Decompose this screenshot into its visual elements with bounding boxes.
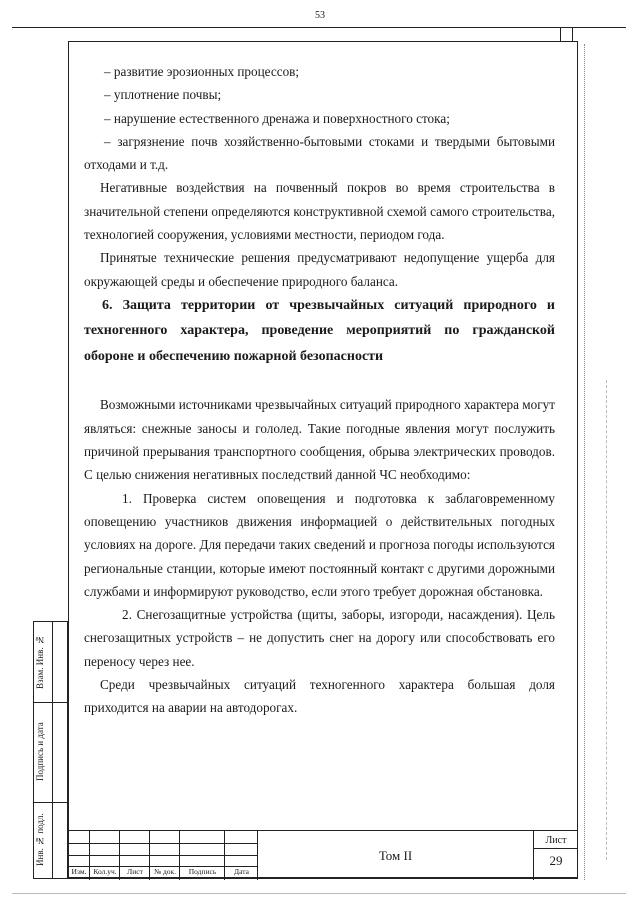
signature-date-label: Подпись и дата <box>35 722 45 782</box>
top-rule-tick <box>572 27 573 41</box>
bullet-item: – развитие эрозионных процессов; <box>104 64 300 79</box>
bullet-item: – нарушение естественного дренажа и поверхностного стока; <box>104 110 450 126</box>
bullet-item: – уплотнение почвы; <box>104 87 222 103</box>
scan-margin-line <box>606 380 607 860</box>
numbered-item-1: 1. Проверка систем оповещения и подготовка к заблаговременному оповещению участников движения информацией о действительных погодных условиях на дороге. Для передачи таких сведений и прогноза погоды используются региональные станции, которые имеют постоянный контакт с другими дорожными службами и информируют руководство, если этого требует дорожная обстановка. <box>84 490 555 599</box>
side-stamp-divider <box>52 622 53 878</box>
sheet-number: 29 <box>549 853 563 868</box>
frame-right-edge <box>584 44 585 880</box>
document-volume-title: Том II <box>258 831 534 880</box>
sheet-divider <box>534 848 578 849</box>
replacement-inventory-label: Взам. Инв. № <box>35 635 45 689</box>
bottom-rule <box>12 893 626 894</box>
spacer <box>84 369 555 393</box>
numbered-item-2: 2. Снегозащитные устройства (щиты, заборы, изгороди, насаждения). Цель снегозащитных устройств – не допустить снег на дорогу или способствовать его переносу через нее. <box>84 607 555 669</box>
top-rule-tick <box>560 27 561 41</box>
tb-col-sheet: Лист <box>127 867 143 876</box>
paragraph-technical-decisions: Принятые технические решения предусматривают недопущение ущерба для окружающей среды и обеспечение природного баланса. <box>84 250 555 289</box>
original-inventory-label: Инв. № подл. <box>35 813 45 867</box>
tb-row-line <box>68 855 258 856</box>
tb-col-date: Дата <box>234 867 249 876</box>
side-stamp <box>33 621 68 879</box>
paragraph-technogenic: Среди чрезвычайных ситуаций техногенного характера большая доля приходится на аварии на автодорогах. <box>84 677 555 716</box>
sheet-label: Лист <box>545 835 567 846</box>
paragraph-negative-impact: Негативные воздействия на почвенный покров во время строительства в значительной степени определяются конструктивной схемой самого строительства, технологией сооружения, условиями местности, периодом года. <box>84 180 555 243</box>
bullet-item: – загрязнение почв хозяйственно-бытовыми стоками и твердыми бытовыми отходами и т.д. <box>84 133 555 173</box>
tb-col-doc: № док. <box>153 867 177 876</box>
document-body <box>84 60 555 720</box>
tb-col-signature: Подпись <box>188 867 217 876</box>
title-block <box>68 830 578 879</box>
top-rule <box>12 27 626 28</box>
tb-col-change: Изм. <box>71 867 87 876</box>
section-heading: 6. Защита территории от чрезвычайных ситуаций природного и техногенного характера, проведение мероприятий по гражданской обороне и обеспечению пожарной безопасности <box>84 297 555 364</box>
paragraph-emergency-sources: Возможными источниками чрезвычайных ситуаций природного характера могут являться: снежные заносы и гололед. Такие погодные явления могут послужить причиной прерывания транспортного сообщения, обрыва электрических проводов. С целью снижения негативных последствий данной ЧС необходимо: <box>84 397 556 483</box>
tb-col-count: Кол.уч. <box>93 867 117 876</box>
page-number: 53 <box>315 10 325 21</box>
tb-row-line <box>68 843 258 844</box>
